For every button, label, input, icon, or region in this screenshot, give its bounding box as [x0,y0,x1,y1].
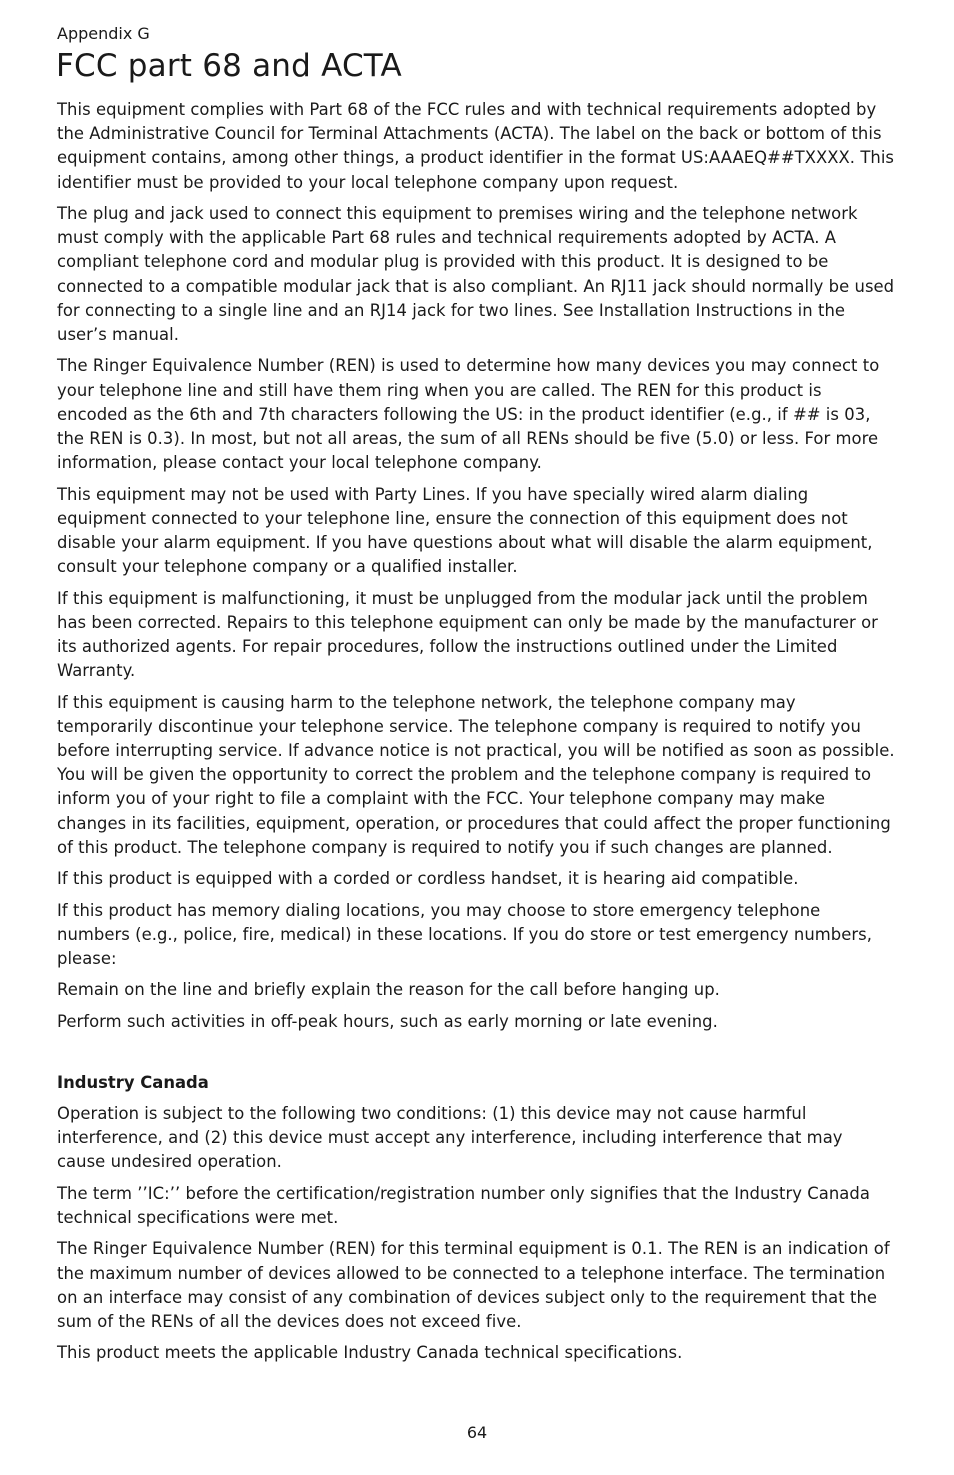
paragraph: Perform such activities in off-peak hours, such as early morning or late evening. [57,1011,718,1031]
appendix-label: Appendix G [57,24,150,43]
fcc-section [57,98,895,1034]
paragraph: This equipment complies with Part 68 of the FCC rules and with technical requirements adopted by the Administrative Council for Terminal Attachments (ACTA). The label on the back or bottom of this equipment contains, among other things, a product identifier in the format US:AAAEQ##TXXXX. This identifier must be provided to your local telephone company upon request. [57,100,895,192]
paragraph: The Ringer Equivalence Number (REN) is used to determine how many devices you may connect to your telephone line and still have them ring when you are called. The REN for this product is encoded as the 6th and 7th characters following the US: in the product identifier (e.g., if ## is 03, the REN is 0.3). In most, but not all areas, the sum of all RENs should be five (5.0) or less. For more information, please contact your local telephone company. [57,356,880,473]
paragraph: Operation is subject to the following two conditions: (1) this device may not cause harmful interference, and (2) this device must accept any interference, including interference that may cause undesired operation. [57,1104,843,1172]
paragraph: If this equipment is causing harm to the telephone network, the telephone company may temporarily discontinue your telephone service. The telephone company is required to notify you before interrupting service. If advance notice is not practical, you will be notified as soon as possible. You will be given the opportunity to correct the problem and the telephone company is required to inform you of your right to file a complaint with the FCC. Your telephone company may make changes in its facilities, equipment, operation, or procedures that could affect the proper functioning of this product. The telephone company is required to notify you if such changes are planned. [57,692,895,857]
paragraph: If this product has memory dialing locations, you may choose to store emergency telephone numbers (e.g., police, fire, medical) in these locations. If you do store or test emergency numbers, please: [57,900,873,969]
paragraph: The term ’’IC:’’ before the certification/registration number only signifies that the Industry Canada technical specifications were met. [57,1183,870,1227]
paragraph: If this equipment is malfunctioning, it must be unplugged from the modular jack until the problem has been corrected. Repairs to this telephone equipment can only be made by the manufacturer or its authorized agents. For repair procedures, follow the instructions outlined under the Limited Warranty. [57,588,878,681]
paragraph: This product meets the applicable Industry Canada technical specifications. [57,1343,683,1363]
paragraph: If this product is equipped with a corded or cordless handset, it is hearing aid compatible. [57,869,799,889]
industry-canada-section [57,1071,895,1366]
paragraph: The Ringer Equivalence Number (REN) for this terminal equipment is 0.1. The REN is an indication of the maximum number of devices allowed to be connected to a telephone interface. The termination on an interface may consist of any combination of devices subject only to the requirement that the sum of the RENs of all the devices does not exceed five. [57,1239,890,1331]
paragraph: Remain on the line and briefly explain the reason for the call before hanging up. [57,980,720,1000]
paragraph: This equipment may not be used with Party Lines. If you have specially wired alarm dialing equipment connected to your telephone line, ensure the connection of this equipment does not disable your alarm equipment. If you have questions about what will disable the alarm equipment, consult your telephone company or a qualified installer. [57,484,873,577]
page-number: 64 [466,1423,488,1442]
section-heading: Industry Canada [57,1073,209,1092]
document-page [57,22,895,1373]
paragraph: The plug and jack used to connect this equipment to premises wiring and the telephone network must comply with the applicable Part 68 rules and technical requirements adopted by ACTA. A compliant telephone cord and modular plug is provided with this product. It is designed to be connected to a compatible modular jack that is also compliant. An RJ11 jack should normally be used for connecting to a single line and an RJ14 jack for two lines. See Installation Instructions in the user’s manual. [57,204,895,345]
page-title: FCC part 68 and ACTA [56,48,402,84]
